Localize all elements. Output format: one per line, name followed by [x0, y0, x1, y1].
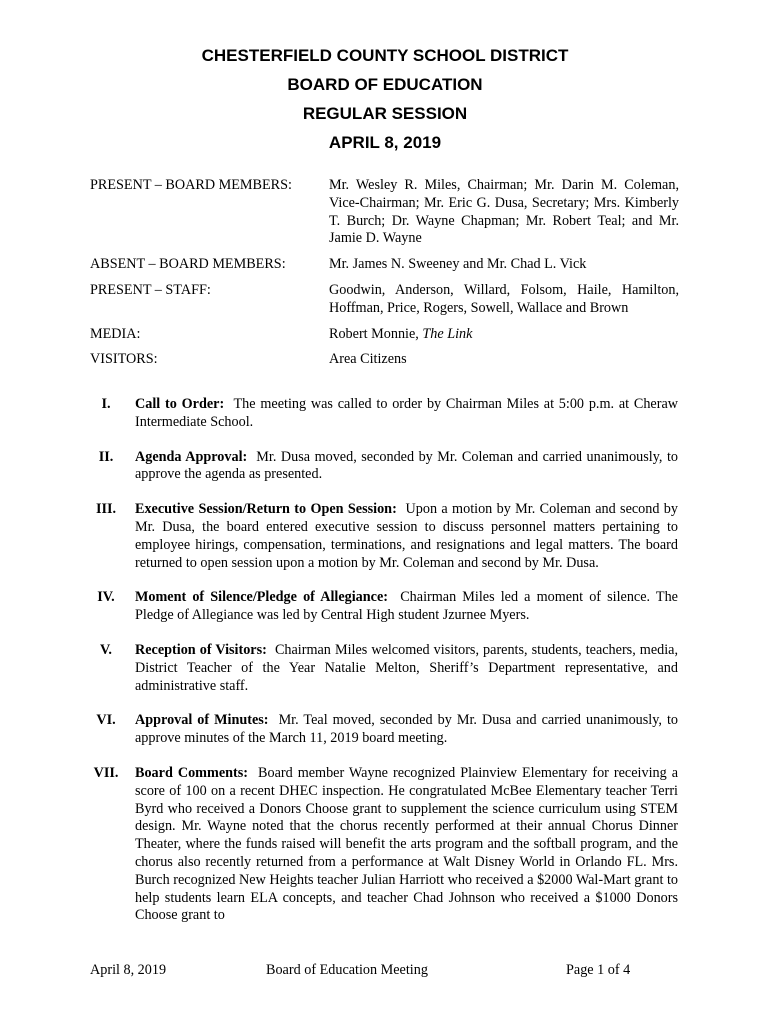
item-body [135, 449, 678, 485]
footer-title: Board of Education Meeting [266, 962, 428, 978]
agenda-item [82, 396, 682, 432]
attendance-row [90, 326, 690, 344]
attendance-row [90, 256, 690, 274]
item-text: Board member Wayne recognized Plainview Elementary for receiving a score of 100 on a recent DHEC inspection. He congratulated McBee Elementary teacher Terri Byrd who received a Donors Choose grant to supplement the science curriculum using STEM design. Mr. Wayne noted that the chorus recently performed at their annual Chorus Dinner Theater, where the funds raised will benefit the arts program and the softball program, and the chorus also recently returned from a performance at Walt Disney World in Orlando FL. Mrs. Burch recognized New Heights teacher Julian Harriott who received a $2000 Wal-Mart grant to help students learn ELA concepts, and teacher Chad Johnson who received a $1000 Donors Choose grant to [135, 764, 678, 924]
session-title: REGULAR SESSION [302, 104, 468, 123]
board-title: BOARD OF EDUCATION [287, 75, 483, 94]
document-header [0, 44, 770, 160]
item-body [135, 501, 678, 572]
item-body [135, 396, 678, 432]
attendance-value: Mr. James N. Sweeney and Mr. Chad L. Vick [329, 256, 587, 273]
item-number: VII. [93, 764, 119, 781]
agenda-item [82, 501, 682, 572]
attendance-value: Area Citizens [329, 351, 407, 368]
attendance-label: PRESENT – BOARD MEMBERS: [90, 177, 292, 193]
attendance-value: Mr. Wesley R. Miles, Chairman; Mr. Darin M. Coleman, Vice-Chairman; Mr. Eric G. Dusa, Secretary; Mrs. Kimberly T. Burch; Dr. Wayne Chapman; Mr. Robert Teal; and Mr. Jamie D. Wayne [329, 177, 679, 247]
item-number: III. [95, 501, 117, 518]
item-heading: Reception of Visitors: [135, 641, 267, 658]
agenda-item [82, 765, 682, 925]
item-heading: Executive Session/Return to Open Session: [135, 501, 397, 518]
agenda-item [82, 712, 682, 748]
item-text: Chairman Miles welcomed visitors, parents, students, teachers, media, District Teacher of the Year Natalie Melton, Sheriff’s Department representative, and administrative staff. [135, 641, 679, 694]
item-body [135, 589, 678, 625]
attendance-row [90, 282, 690, 318]
agenda-item [82, 449, 682, 485]
attendance-label: ABSENT – BOARD MEMBERS: [90, 256, 286, 273]
item-number: V. [100, 641, 112, 658]
attendance-label: PRESENT – STAFF: [90, 281, 211, 298]
item-heading: Approval of Minutes: [135, 712, 269, 729]
attendance-value: Goodwin, Anderson, Willard, Folsom, Haile, Hamilton, Hoffman, Price, Rogers, Sowell, Wallace and Brown [329, 281, 679, 316]
item-body [135, 765, 678, 925]
item-text: Mr. Teal moved, seconded by Mr. Dusa and carried unanimously, to approve minutes of the March 11, 2019 board meeting. [135, 712, 678, 747]
media-outlet: The Link [422, 325, 473, 342]
item-body [135, 712, 678, 748]
attendance-list [90, 177, 690, 377]
item-heading: Moment of Silence/Pledge of Allegiance: [135, 589, 388, 606]
media-name: Robert Monnie, [329, 325, 423, 342]
district-title: CHESTERFIELD COUNTY SCHOOL DISTRICT [201, 46, 569, 65]
meeting-date-title: APRIL 8, 2019 [328, 133, 442, 152]
agenda-items [82, 396, 682, 942]
item-text: The meeting was called to order by Chairman Miles at 5:00 p.m. at Cheraw Intermediate School. [135, 396, 678, 430]
attendance-label: MEDIA: [90, 325, 141, 342]
footer-date: April 8, 2019 [90, 962, 167, 978]
item-heading: Board Comments: [135, 764, 248, 781]
attendance-row [90, 177, 690, 248]
attendance-label: VISITORS: [90, 351, 158, 368]
agenda-item [82, 589, 682, 625]
agenda-item [82, 642, 682, 695]
item-number: VI. [96, 712, 116, 729]
attendance-value [329, 326, 679, 344]
footer-page-number: Page 1 of 4 [566, 962, 631, 978]
item-heading: Agenda Approval: [135, 448, 248, 465]
item-text: Chairman Miles led a moment of silence. The Pledge of Allegiance was led by Central High student Jzurnee Myers. [135, 589, 678, 624]
item-number: II. [98, 448, 114, 465]
item-number: I. [101, 396, 111, 412]
item-body [135, 642, 678, 695]
attendance-row [90, 351, 690, 369]
item-text: Mr. Dusa moved, seconded by Mr. Coleman and carried unanimously, to approve the agenda as presented. [135, 448, 678, 483]
item-text: Upon a motion by Mr. Coleman and second by Mr. Dusa, the board entered executive session to discuss personnel matters pertaining to employee hirings, compensation, terminations, and resignations and legal matters. The board returned to open session upon a motion by Mr. Coleman and second by Mr. Dusa. [135, 501, 678, 571]
item-number: IV. [97, 589, 115, 606]
item-heading: Call to Order: [135, 396, 225, 412]
